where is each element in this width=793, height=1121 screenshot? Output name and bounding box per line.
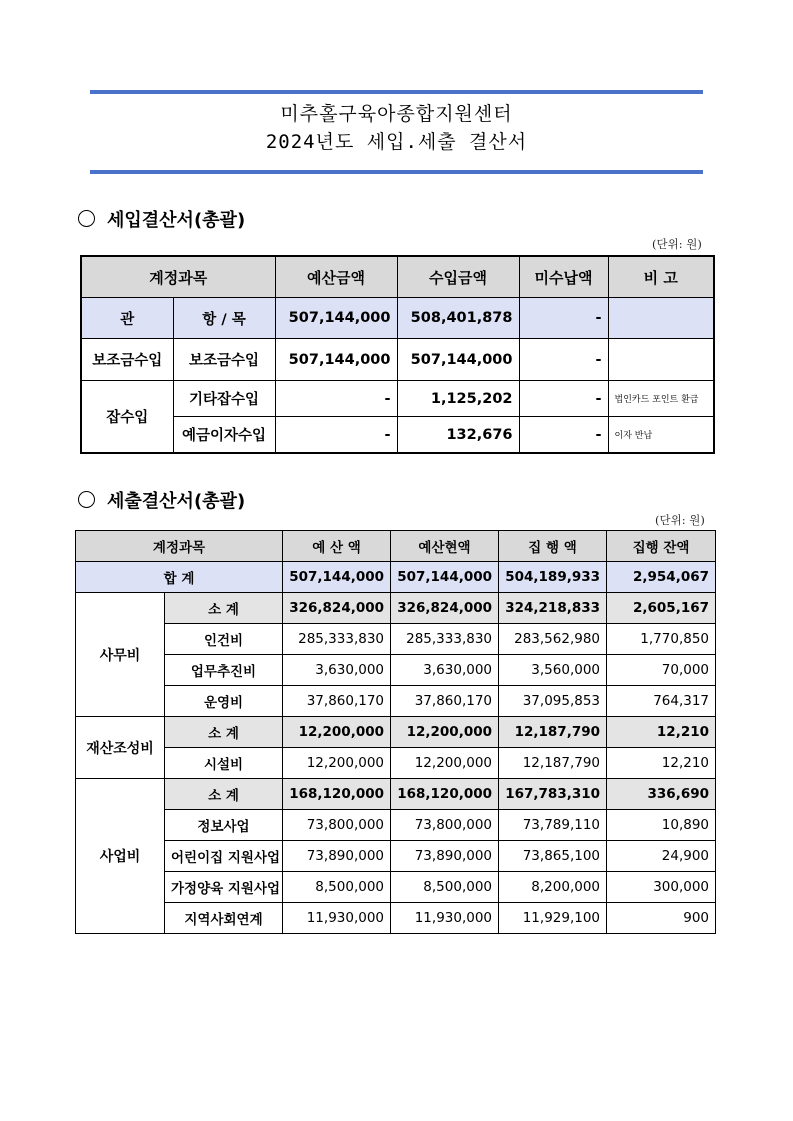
row-unpaid: - [519, 339, 608, 381]
row-gwan: 보조금수입 [81, 339, 173, 381]
subtotal-budget: 168,120,000 [283, 779, 391, 810]
item-budget: 37,860,170 [283, 686, 391, 717]
subtotal-current-budget: 326,824,000 [391, 593, 499, 624]
expense-total-row [76, 562, 716, 593]
summary-remarks [608, 298, 714, 339]
summary-budget: 507,144,000 [275, 298, 397, 339]
subtotal-executed: 324,218,833 [499, 593, 607, 624]
item-executed: 3,560,000 [499, 655, 607, 686]
row-remarks: 이자 반납 [608, 417, 714, 454]
income-summary-row [81, 298, 714, 339]
table-row [76, 810, 716, 841]
item-budget: 11,930,000 [283, 903, 391, 934]
subtotal-remaining: 336,690 [607, 779, 716, 810]
table-row [76, 748, 716, 779]
income-section-heading [78, 206, 245, 232]
table-row [76, 686, 716, 717]
total-budget: 507,144,000 [283, 562, 391, 593]
item-budget: 12,200,000 [283, 748, 391, 779]
header-current-budget: 예산현액 [391, 531, 499, 562]
item-executed: 73,789,110 [499, 810, 607, 841]
total-remaining: 2,954,067 [607, 562, 716, 593]
subtotal-label: 소 계 [165, 717, 283, 748]
table-row [76, 624, 716, 655]
item-name: 업무추진비 [165, 655, 283, 686]
subtotal-current-budget: 168,120,000 [391, 779, 499, 810]
header-account: 계정과목 [76, 531, 283, 562]
total-current-budget: 507,144,000 [391, 562, 499, 593]
item-remaining: 1,770,850 [607, 624, 716, 655]
subtotal-remaining: 2,605,167 [607, 593, 716, 624]
income-table [80, 255, 715, 454]
header-remarks: 비 고 [608, 256, 714, 298]
group-name: 재산조성비 [76, 717, 165, 779]
item-name: 가정양육 지원사업 [165, 872, 283, 903]
item-executed: 283,562,980 [499, 624, 607, 655]
item-current-budget: 285,333,830 [391, 624, 499, 655]
title-line-1: 미추홀구육아종합지원센터 [280, 103, 513, 125]
row-revenue: 1,125,202 [397, 381, 519, 417]
row-hang: 예금이자수입 [173, 417, 275, 454]
header-remaining: 집행 잔액 [607, 531, 716, 562]
item-name: 인건비 [165, 624, 283, 655]
total-label: 합 계 [76, 562, 283, 593]
row-budget: 507,144,000 [275, 339, 397, 381]
summary-gwan: 관 [81, 298, 173, 339]
row-budget: - [275, 381, 397, 417]
income-unit-label: (단위: 원) [652, 237, 702, 251]
expense-header-row [76, 531, 716, 562]
title-line-2: 2024년도 세입.세출 결산서 [265, 131, 528, 153]
item-name: 운영비 [165, 686, 283, 717]
item-budget: 8,500,000 [283, 872, 391, 903]
item-current-budget: 12,200,000 [391, 748, 499, 779]
header-budget: 예산금액 [275, 256, 397, 298]
item-budget: 73,800,000 [283, 810, 391, 841]
row-revenue: 132,676 [397, 417, 519, 454]
item-executed: 11,929,100 [499, 903, 607, 934]
income-heading-text: 세입결산서(총괄) [107, 210, 246, 231]
item-current-budget: 73,800,000 [391, 810, 499, 841]
table-row [76, 655, 716, 686]
subtotal-budget: 326,824,000 [283, 593, 391, 624]
summary-revenue: 508,401,878 [397, 298, 519, 339]
table-row [81, 339, 714, 381]
item-current-budget: 11,930,000 [391, 903, 499, 934]
group-name: 사무비 [76, 593, 165, 717]
item-executed: 12,187,790 [499, 748, 607, 779]
header-revenue: 수입금액 [397, 256, 519, 298]
item-budget: 3,630,000 [283, 655, 391, 686]
item-executed: 37,095,853 [499, 686, 607, 717]
item-name: 지역사회연계 [165, 903, 283, 934]
item-current-budget: 3,630,000 [391, 655, 499, 686]
group-name: 사업비 [76, 779, 165, 934]
table-row [76, 872, 716, 903]
subtotal-budget: 12,200,000 [283, 717, 391, 748]
row-unpaid: - [519, 417, 608, 454]
summary-unpaid: - [519, 298, 608, 339]
subtotal-row [76, 593, 716, 624]
subtotal-label: 소 계 [165, 779, 283, 810]
row-gwan: 잡수입 [81, 381, 173, 454]
item-name: 어린이집 지원사업 [165, 841, 283, 872]
expense-table [75, 530, 716, 934]
item-budget: 285,333,830 [283, 624, 391, 655]
income-header-row [81, 256, 714, 298]
row-unpaid: - [519, 381, 608, 417]
subtotal-label: 소 계 [165, 593, 283, 624]
item-remaining: 70,000 [607, 655, 716, 686]
row-hang: 기타잡수입 [173, 381, 275, 417]
expense-section-heading [78, 487, 245, 513]
subtotal-executed: 12,187,790 [499, 717, 607, 748]
table-row [76, 903, 716, 934]
table-row [76, 841, 716, 872]
item-budget: 73,890,000 [283, 841, 391, 872]
item-current-budget: 73,890,000 [391, 841, 499, 872]
item-executed: 73,865,100 [499, 841, 607, 872]
subtotal-row [76, 717, 716, 748]
item-remaining: 300,000 [607, 872, 716, 903]
table-row [81, 381, 714, 417]
row-remarks [608, 339, 714, 381]
row-remarks: 법인카드 포인트 환급 [608, 381, 714, 417]
circle-bullet-icon [78, 210, 95, 227]
item-current-budget: 8,500,000 [391, 872, 499, 903]
document-title [90, 100, 703, 156]
expense-unit-label: (단위: 원) [655, 513, 705, 527]
subtotal-executed: 167,783,310 [499, 779, 607, 810]
row-budget: - [275, 417, 397, 454]
expense-heading-text: 세출결산서(총괄) [107, 491, 246, 512]
item-remaining: 900 [607, 903, 716, 934]
subtotal-remaining: 12,210 [607, 717, 716, 748]
header-account: 계정과목 [81, 256, 275, 298]
title-bottom-rule [90, 170, 703, 174]
header-unpaid: 미수납액 [519, 256, 608, 298]
item-remaining: 764,317 [607, 686, 716, 717]
header-budget: 예 산 액 [283, 531, 391, 562]
table-row [81, 417, 714, 454]
circle-bullet-icon [78, 491, 95, 508]
summary-hang-mok: 항 / 목 [173, 298, 275, 339]
row-hang: 보조금수입 [173, 339, 275, 381]
item-current-budget: 37,860,170 [391, 686, 499, 717]
total-executed: 504,189,933 [499, 562, 607, 593]
title-top-rule [90, 90, 703, 94]
row-revenue: 507,144,000 [397, 339, 519, 381]
item-remaining: 24,900 [607, 841, 716, 872]
item-executed: 8,200,000 [499, 872, 607, 903]
subtotal-current-budget: 12,200,000 [391, 717, 499, 748]
item-name: 시설비 [165, 748, 283, 779]
subtotal-row [76, 779, 716, 810]
header-executed: 집 행 액 [499, 531, 607, 562]
item-remaining: 10,890 [607, 810, 716, 841]
item-name: 정보사업 [165, 810, 283, 841]
item-remaining: 12,210 [607, 748, 716, 779]
